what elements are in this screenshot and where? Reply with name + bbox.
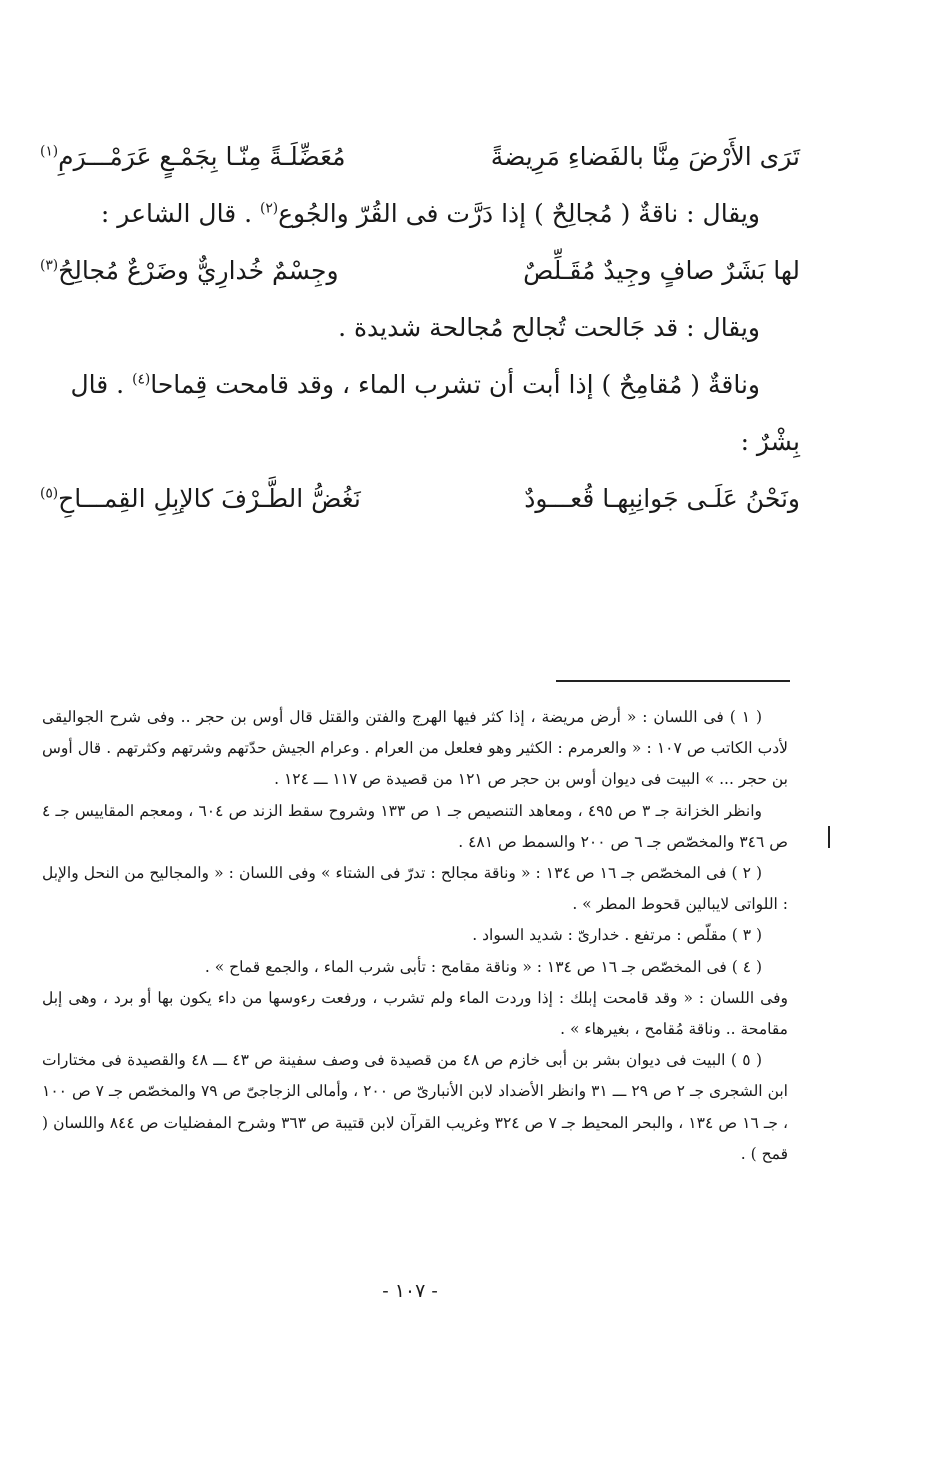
footnote-ref: (٥): [40, 485, 59, 502]
footnote-ref: (٣): [40, 257, 59, 274]
footnote: ( ٤ ) فى المخصّص جـ ١٦ ص ١٣٤ : « وناقة مقامح : تأبى شرب الماء ، والجمع قماح » .: [204, 957, 762, 976]
main-text: [40, 128, 800, 527]
footnote-divider: [556, 680, 790, 682]
footnote: ( ٢ ) فى المخصّص جـ ١٦ ص ١٣٤ : « وناقة مجالح : تدرّ فى الشتاء » وفى اللسان : « والمجاليح من النحل والإبل : اللواتى لايبالين قحوط المطر » .: [42, 864, 788, 914]
verse-hemistich: مُعَضِّلَـةً مِنّـا بِجَمْـعٍ عَرَمْـــرَمِ$^{(١)}$: [40, 142, 346, 171]
verse-hemistich: ونَحْنُ عَلَـى جَوانِبِهـا قُعـــودٌ: [524, 484, 800, 513]
footnote: ( ٥ ) البيت فى ديوان بشر بن أبى خازم ص ٤٨ من قصيدة فى وصف سفينة ص ٤٣ ـــ ٤٨ والقصيدة فى مختارات ابن الشجرى جـ ٢ ص ٢٩ ـــ ٣١ وانظر الأضداد لابن الأنبارىّ ص ٢٠٠ ، وأمالى الزجاجىّ ص ٧٩ والمخصّص جـ ٧ ص ١٠٠ ، جـ ١٦ ص ١٣٤ ، والبحر المحيط جـ ٧ ص ٣٢٤ وغريب القرآن لابن قتيبة ص ٣٦٣ وشرح المفضليات ص ٨٤٤ واللسان ( قمح ) .: [42, 1051, 789, 1163]
footnote-ref: (٤): [132, 371, 151, 388]
verse-hemistich: وجِسْمٌ خُدارِيٌّ وضَرْعٌ مُجالِحُ$^{(٣)}$: [40, 256, 339, 285]
margin-mark: [828, 826, 830, 848]
prose-line: ويقال : ناقةٌ ( مُجالِحٌ ) إذا دَرَّت فى القُرّ والجُوع$^{(٢)}$ . قال الشاعر :: [100, 199, 760, 228]
verse-hemistich: لها بَشَرٌ صافٍ وجِيدٌ مُقَـلِّصٌ: [523, 256, 800, 285]
footnote: ( ٣ ) مقلّص : مرتفع . خدارىّ : شديد السواد .: [472, 926, 762, 945]
verse-hemistich: تَرَى الأَرْضَ مِنَّا بالفَضاءِ مَرِيضةً: [490, 142, 800, 171]
prose-line: ويقال : قد جَالحت تُجالح مُجالحة شديدة .: [338, 313, 760, 342]
verse-line: [40, 242, 800, 299]
footnote: وفى اللسان : « وقد قامحت إبلك : إذا وردت الماء ولم تشرب ، ورفعت رءوسها من داء يكون بها أو برد ، وهى إبل مقامحة .. وناقة مُقامح ، بغيرهاء » .: [42, 988, 788, 1039]
prose-paragraph: وناقةٌ ( مُقامِحٌ ) إذا أبت أن تشرب الماء ، وقد قامحت قِماحا$^{(٤)}$ . قال بِشْرٌ :: [70, 370, 800, 456]
verse-hemistich: نَغُضُّ الطَّـرْفَ كالإبِلِ القِمـــاحِ$^{(٥)}$: [40, 484, 361, 513]
footnote-ref: (١): [40, 143, 59, 160]
footnote-ref: (٢): [260, 200, 279, 217]
footnotes: [42, 702, 788, 1170]
footnote: ( ١ ) فى اللسان : « أرض مريضة ، إذا كثر فيها الهرج والفتن والقتل قال أوس بن حجر .. وفى شرح الجواليقى لأدب الكاتب ص ١٠٧ : « والعرمرم : الكثير وهو فعلعل من العرام . وعرام الجيش حدّتهم وشرتهم وكثرتهم . قال أوس بن حجر ... » البيت فى ديوان أوس بن حجر ص ١٢١ من قصيدة ص ١١٧ ـــ ١٢٤ .: [42, 708, 788, 789]
page-number: - ١٠٧ -: [382, 1280, 438, 1302]
footnote: وانظر الخزانة جـ ٣ ص ٤٩٥ ، ومعاهد التنصيص جـ ١ ص ١٣٣ وشروح سقط الزند ص ٦٠٤ ، ومعجم المقاييس جـ ٤ ص ٣٤٦ والمخصّص جـ ٦ ص ٢٠٠ والسمط ص ٤٨١ .: [42, 801, 788, 851]
verse-line: [40, 470, 800, 527]
verse-line: [40, 128, 800, 185]
